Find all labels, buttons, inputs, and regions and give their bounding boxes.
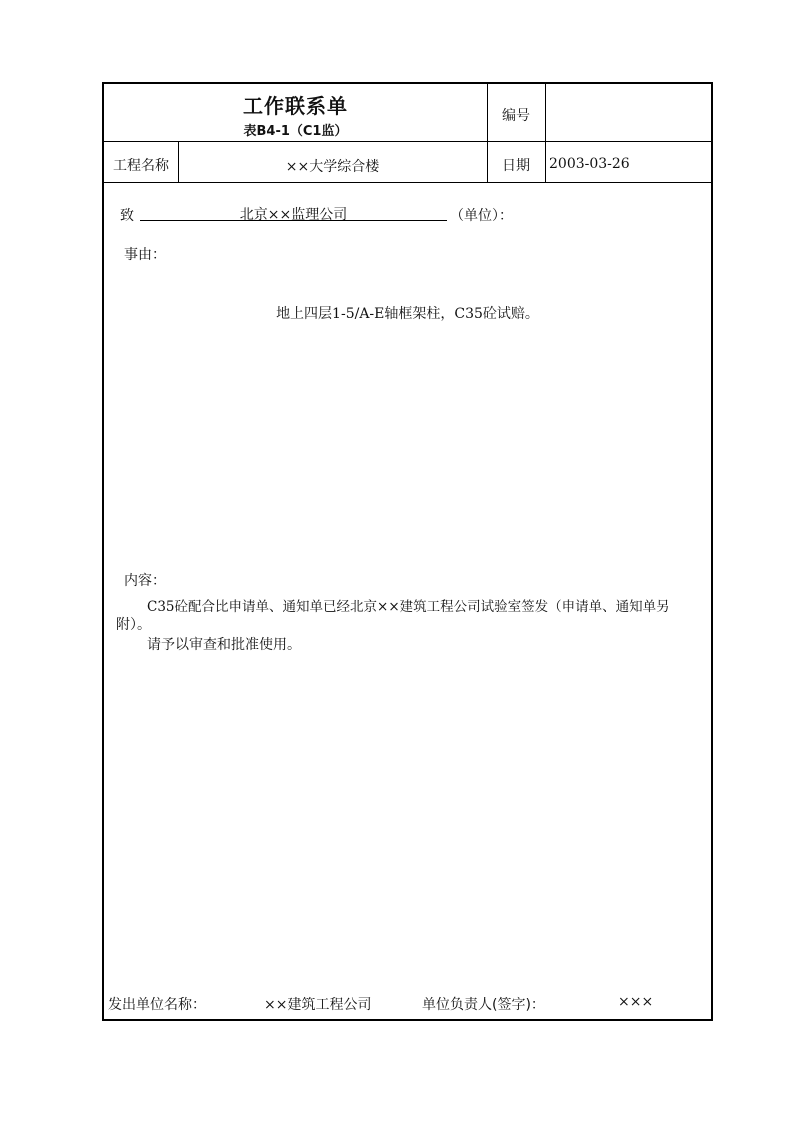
form-code: 表B4-1（C1监） [243,124,348,139]
form-title: 工作联系单 [243,94,348,118]
header-col-divider-2 [545,84,546,182]
responsible-signature: ××× [618,994,654,1010]
recipient-suffix: （单位）： [450,208,513,224]
project-name-value: ××大学综合楼 [285,159,380,175]
subject-text: 地上四层1-5/A-E轴框架柱，C35砼试赔。 [276,306,539,322]
content-label: 内容： [124,573,166,589]
responsible-label: 单位负责人(签字)： [422,997,545,1013]
work-contact-form [102,82,713,1021]
recipient-prefix: 致 [120,208,134,224]
date-label: 日期 [502,158,530,174]
content-line-3: 请予以审查和批准使用。 [147,637,301,653]
content-line-2: 附）。 [116,617,151,633]
project-row-divider [104,182,711,183]
issuer-value: ××建筑工程公司 [264,997,372,1013]
issuer-label: 发出单位名称： [108,997,206,1013]
header-divider [104,141,711,142]
content-line-1: C35砼配合比申请单、通知单已经北京××建筑工程公司试验室签发（申请单、通知单另 [147,599,670,615]
date-value: 2003-03-26 [549,156,630,172]
project-name-label: 工程名称 [113,158,169,174]
recipient-name: 北京××监理公司 [239,207,348,223]
number-label: 编号 [502,108,530,124]
subject-label: 事由： [124,247,166,263]
